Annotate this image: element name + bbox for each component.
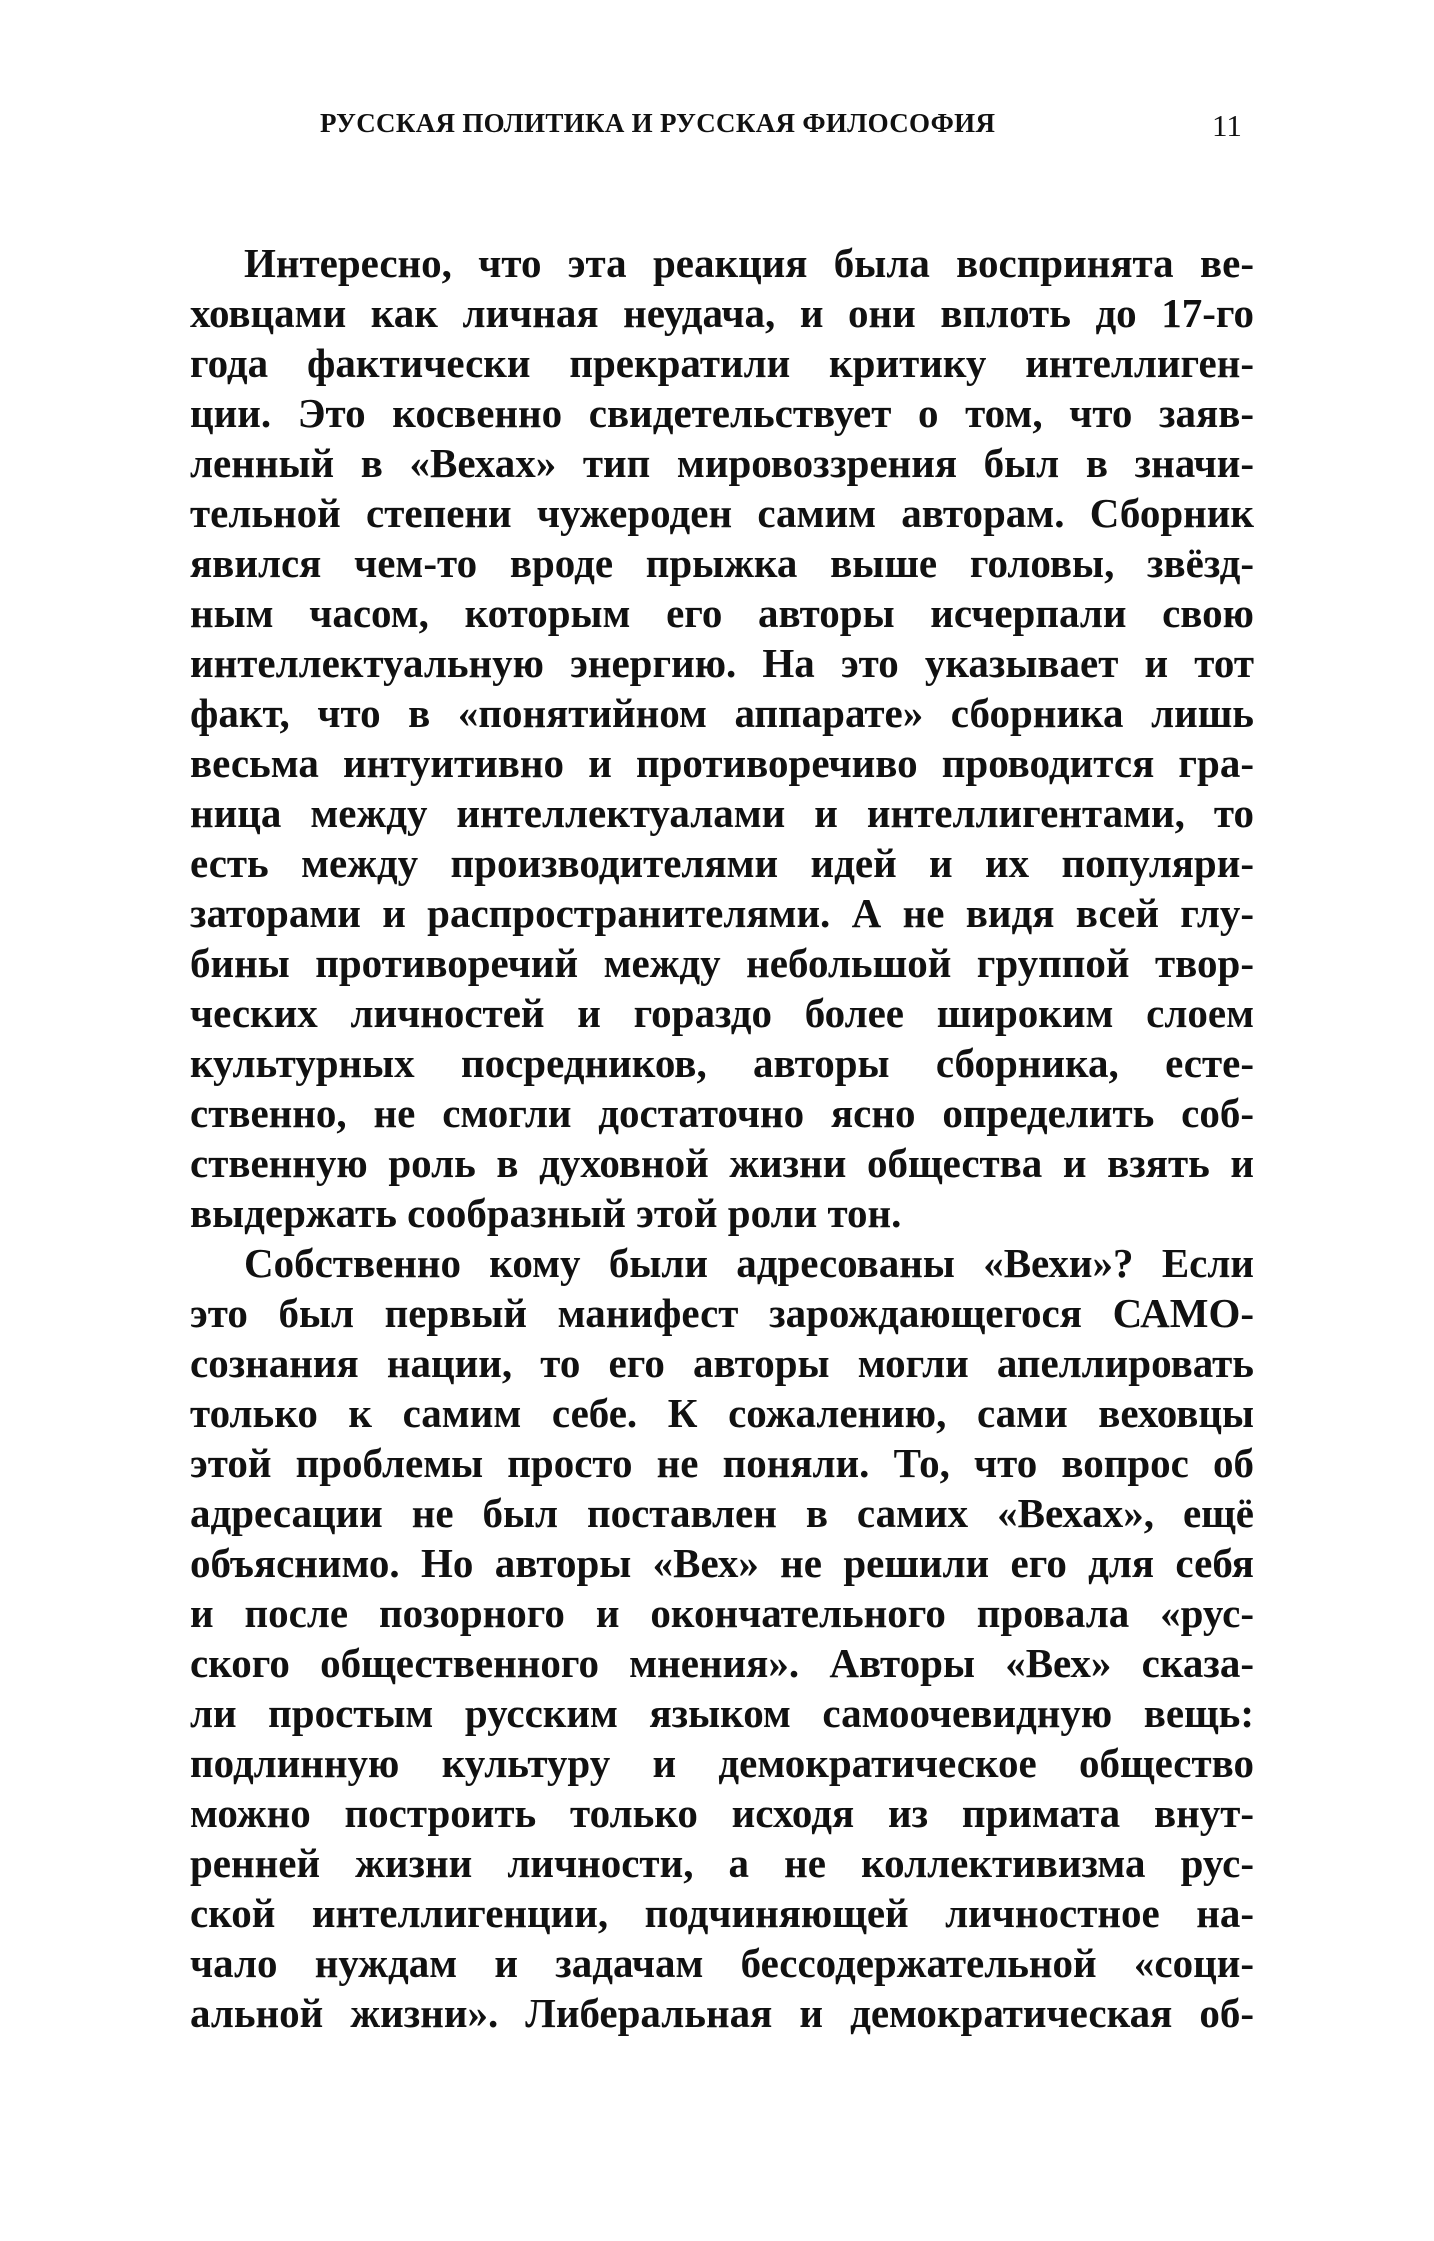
text-line: есть между производителями идей и их популяри- (190, 840, 1254, 886)
text-line: ленный в «Вехах» тип мировоззрения был в значи- (190, 440, 1254, 486)
text-line: ренней жизни личности, а не коллективизма рус- (190, 1840, 1254, 1886)
text-line: культурных посредников, авторы сборника, есте- (190, 1040, 1254, 1086)
text-line: выдержать сообразный этой роли тон. (190, 1190, 902, 1236)
text-line: ховцами как личная неудача, и они вплоть до 17-го (190, 290, 1254, 336)
text-line: и после позорного и окончательного провала «рус- (190, 1590, 1254, 1636)
text-line: это был первый манифест зарождающегося САМО- (190, 1290, 1254, 1336)
text-line: заторами и распространителями. А не видя всей глу- (190, 890, 1254, 936)
text-line: можно построить только исходя из примата внут- (190, 1790, 1254, 1836)
page-number: 11 (1212, 108, 1242, 143)
text-line: этой проблемы просто не поняли. То, что вопрос об (190, 1440, 1254, 1486)
text-line: факт, что в «понятийном аппарате» сборника лишь (190, 690, 1254, 736)
text-line: только к самим себе. К сожалению, сами веховцы (190, 1390, 1254, 1436)
body-text (190, 238, 1254, 2038)
text-line: альной жизни». Либеральная и демократическая об- (190, 1990, 1254, 2036)
text-line: подлинную культуру и демократическое общество (190, 1740, 1254, 1786)
text-line: ции. Это косвенно свидетельствует о том, что заяв- (190, 390, 1254, 436)
paragraph-2 (190, 1238, 1254, 2038)
text-line: чало нуждам и задачам бессодержательной «соци- (190, 1940, 1254, 1986)
text-line: года фактически прекратили критику интеллиген- (190, 340, 1254, 386)
text-line: объяснимо. Но авторы «Вех» не решили его для себя (190, 1540, 1254, 1586)
text-line: ской интеллигенции, подчиняющей личностное на- (190, 1890, 1254, 1936)
text-line: весьма интуитивно и противоречиво проводится гра- (190, 740, 1254, 786)
text-line: ского общественного мнения». Авторы «Вех» сказа- (190, 1640, 1254, 1686)
text-line: тельной степени чужероден самим авторам. Сборник (190, 490, 1254, 536)
text-line: ным часом, которым его авторы исчерпали свою (190, 590, 1254, 636)
text-line: Интересно, что эта реакция была воспринята ве- (244, 240, 1254, 286)
text-line: Собственно кому были адресованы «Вехи»? Если (244, 1240, 1254, 1286)
text-line: ческих личностей и гораздо более широким слоем (190, 990, 1254, 1036)
text-line: интеллектуальную энергию. На это указывает и тот (190, 640, 1254, 686)
text-line: ница между интеллектуалами и интеллигентами, то (190, 790, 1254, 836)
text-line: ственную роль в духовной жизни общества и взять и (190, 1140, 1254, 1186)
running-title: РУССКАЯ ПОЛИТИКА И РУССКАЯ ФИЛОСОФИЯ (320, 108, 996, 138)
text-line: явился чем-то вроде прыжка выше головы, звёзд- (190, 540, 1254, 586)
text-line: ственно, не смогли достаточно ясно определить соб- (190, 1090, 1254, 1136)
text-line: ли простым русским языком самоочевидную вещь: (190, 1690, 1254, 1736)
text-line: бины противоречий между небольшой группой твор- (190, 940, 1254, 986)
paragraph-1 (190, 238, 1254, 1238)
text-line: адресации не был поставлен в самих «Вехах», ещё (190, 1490, 1254, 1536)
text-line: сознания нации, то его авторы могли апеллировать (190, 1340, 1254, 1386)
